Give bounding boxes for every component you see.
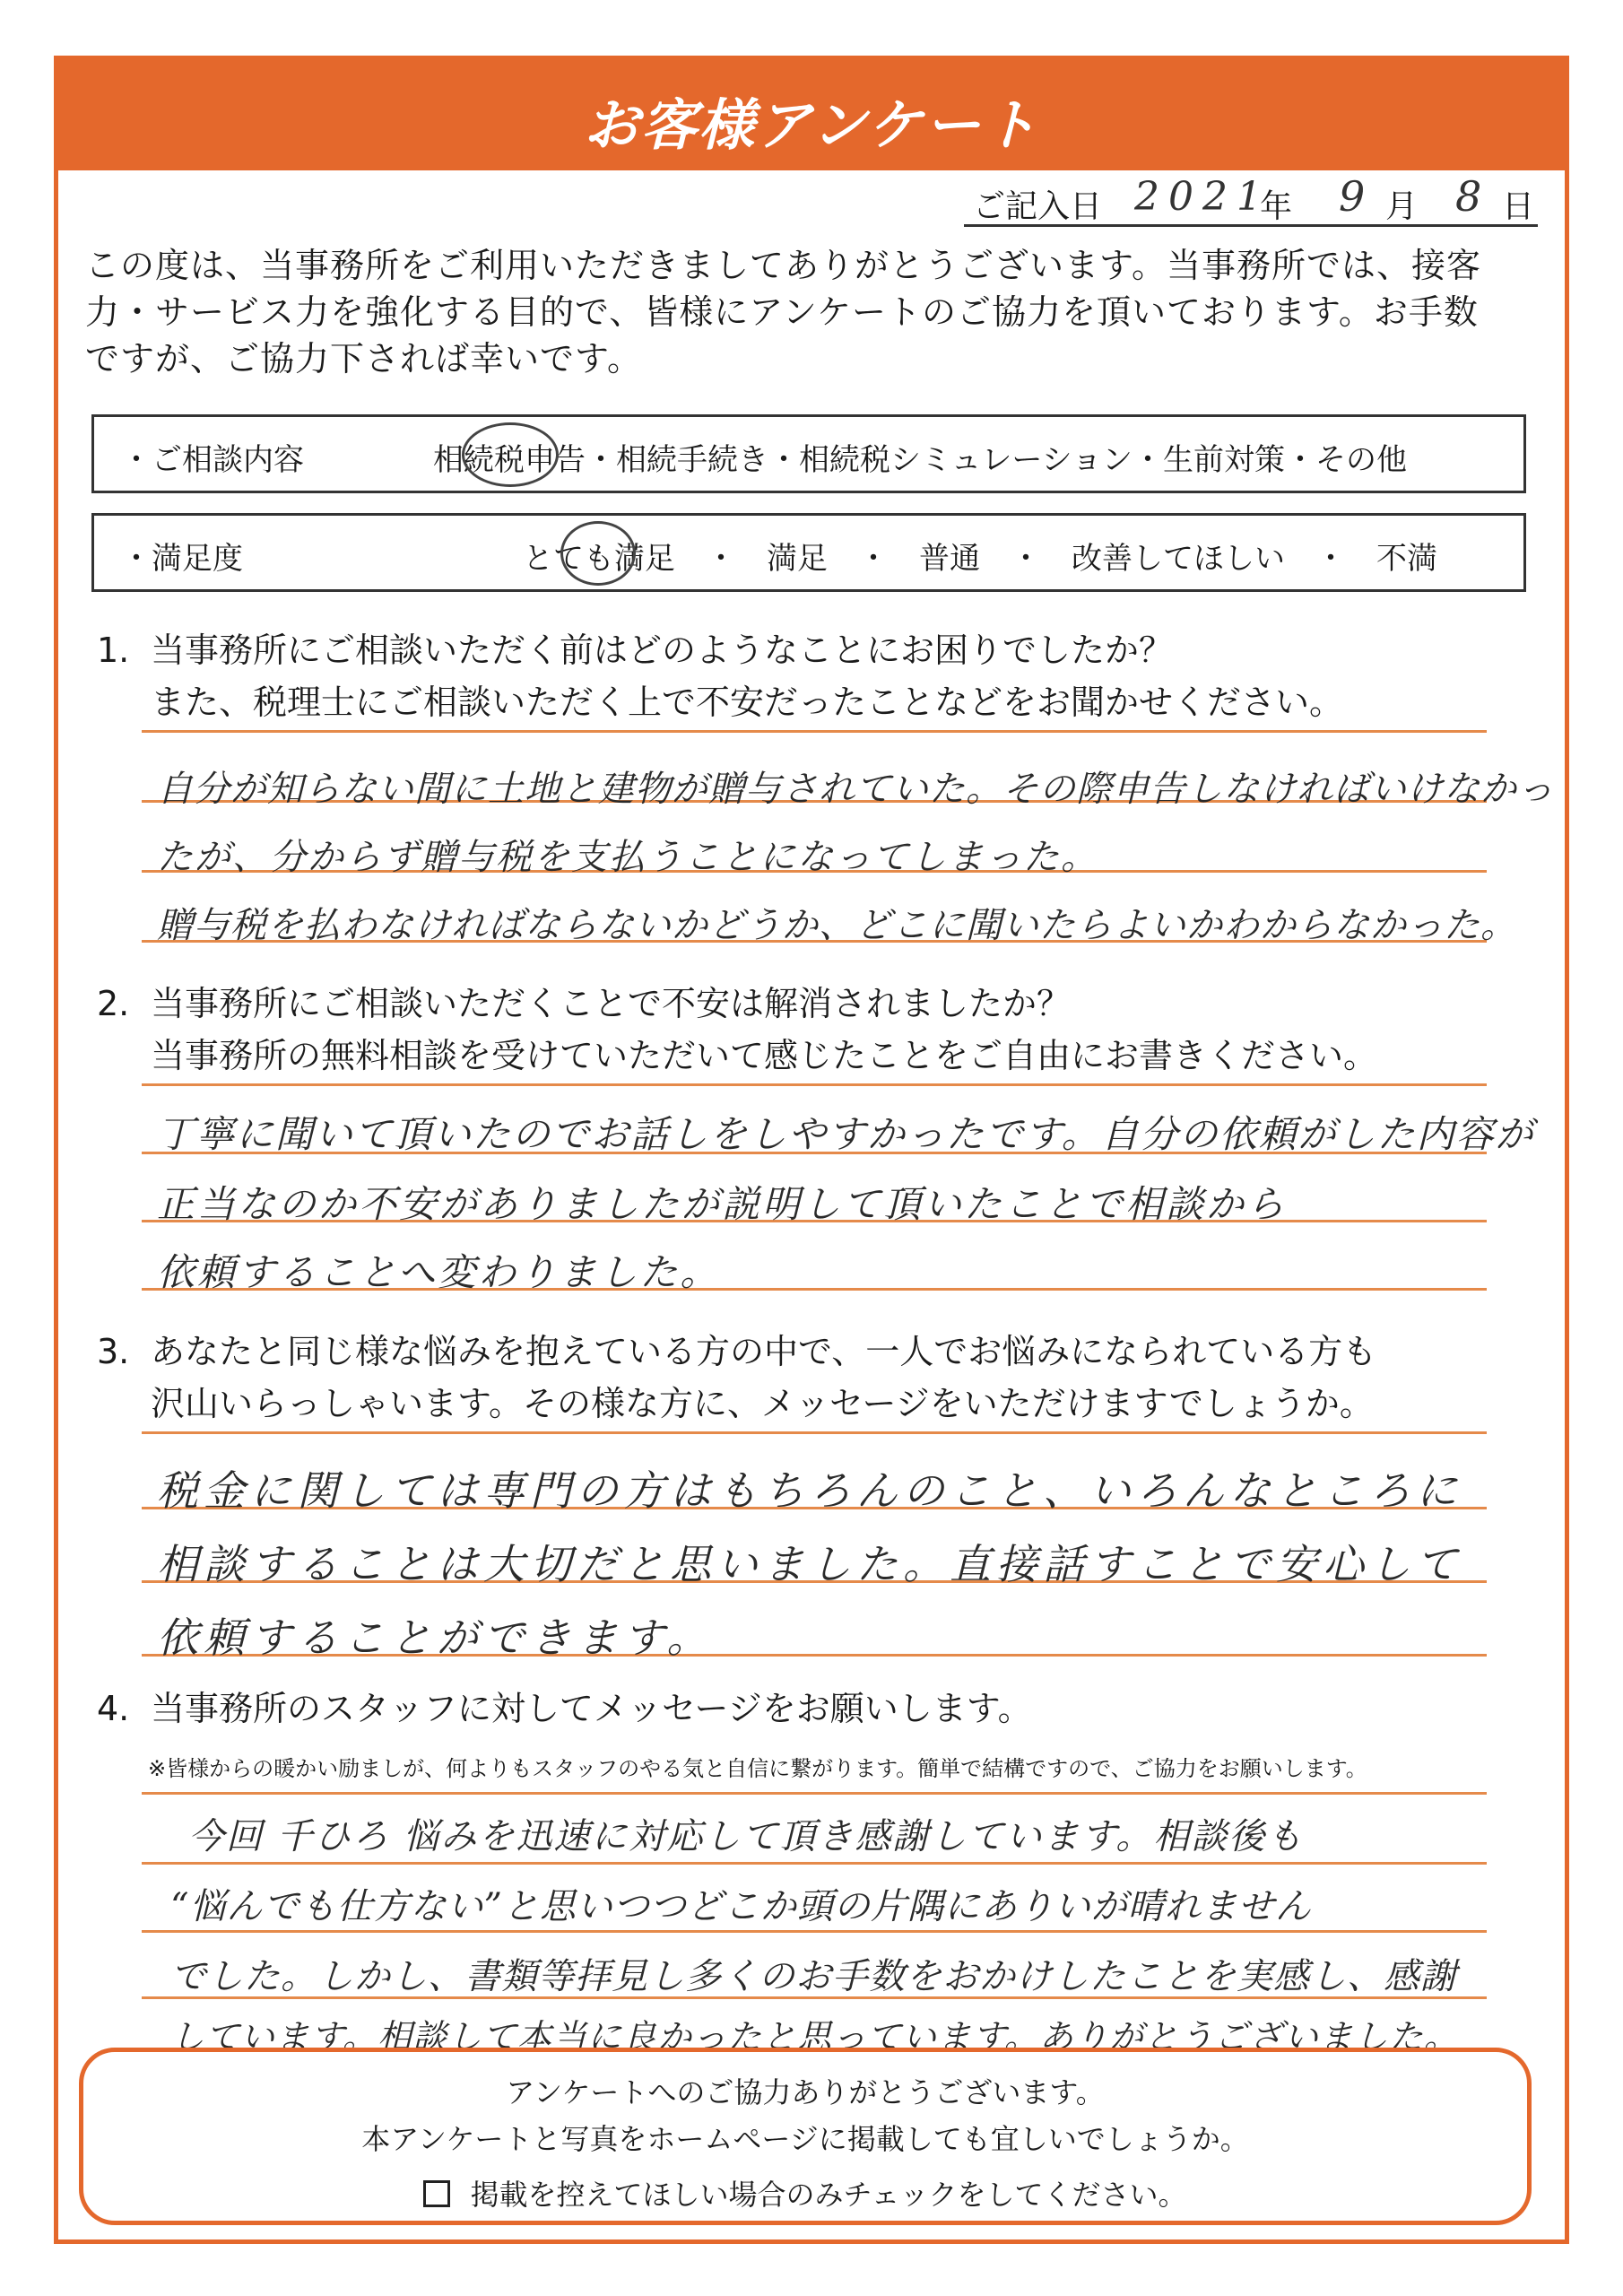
intro-line: この度は、当事務所をご利用いただきましてありがとうございます。当事務所では、接客 [85, 246, 1481, 285]
answer-line: 依頼することへ変わりました。 [157, 1250, 721, 1294]
footer-permission: 本アンケートと写真をホームページに掲載しても宜しいでしょうか。 [361, 2122, 1249, 2156]
question-text: 当事務所にご相談いただくことで不安は解消されましたか？ [151, 984, 1072, 1023]
answer-line: しています。相談して本当に良かったと思っています。ありがとうございました。 [170, 2017, 1459, 2057]
footer-thanks: アンケートへのご協力ありがとうございます。 [506, 2075, 1105, 2109]
question-text: 当事務所の無料相談を受けていただいて感じたことをご自由にお書きください。 [151, 1036, 1378, 1075]
date-month: 9 [1339, 172, 1366, 221]
consultation-label: ・ご相談内容 [121, 442, 304, 478]
answer-line: 今回 千ひろ 悩みを迅速に対応して頂き感謝しています。相談後も [188, 1816, 1305, 1857]
question-number: 4. [97, 1689, 130, 1728]
question-number: 3. [97, 1332, 130, 1371]
answer-line: 依頼することができます。 [157, 1613, 714, 1662]
intro-line: 力・サービス力を強化する目的で、皆様にアンケートのご協力を頂いております。お手数 [85, 292, 1479, 332]
answer-rule [142, 1862, 1487, 1865]
question-text: 当事務所にご相談いただく前はどのようなことにお困りでしたか？ [151, 631, 1174, 670]
date-month-unit: 月 [1385, 188, 1419, 225]
answer-line: 自分が知らない間に土地と建物が贈与されていた。その際申告しなければいけなかっ [157, 769, 1554, 810]
answer-rule [142, 1083, 1487, 1086]
footer-box [79, 2048, 1532, 2225]
answer-line: 正当なのか不安がありましたが説明して頂いたことで相談から [157, 1182, 1288, 1226]
question-text: また、税理士にご相談いただく上で不安だったことなどをお聞かせください。 [151, 683, 1344, 722]
satisfaction-options[interactable]: とても満足 ・ 満足 ・ 普通 ・ 改善してほしい ・ 不満 [523, 541, 1437, 577]
answer-line: 贈与税を払わなければならないかどうか、どこに聞いたらよいかわからなかった。 [157, 905, 1517, 946]
answer-rule [142, 1930, 1487, 1933]
consultation-options[interactable]: 相続税申告・相続手続き・相続税シミュレーション・生前対策・その他 [433, 442, 1407, 478]
title-banner [54, 56, 1569, 170]
question-text: 沢山いらっしゃいます。その様な方に、メッセージをいただけますでしょうか。 [151, 1384, 1374, 1423]
answer-line: “悩んでも仕方ない”と思いつつどこか頭の片隅にありいが晴れません [170, 1886, 1312, 1927]
intro-text [85, 242, 1538, 382]
satisfaction-label: ・満足度 [121, 541, 243, 577]
question-number: 1. [97, 631, 130, 670]
date-day: 8 [1455, 172, 1482, 221]
question-number: 2. [97, 984, 130, 1023]
satisfaction-box [91, 513, 1526, 592]
answer-line: 相談することは大切だと思いました。直接話すことで安心して [157, 1540, 1462, 1588]
opt-out-checkbox[interactable] [423, 2180, 450, 2207]
question-text: あなたと同じ様な悩みを抱えている方の中で、一人でお悩みになられている方も [151, 1332, 1377, 1371]
answer-line: 税金に関しては専門の方はもちろんのこと、いろんなところに [157, 1466, 1462, 1515]
date-day-unit: 日 [1502, 188, 1535, 225]
footer-checkbox-row [83, 2172, 1527, 2213]
encouragement-note: ※皆様からの暖かい励ましが、何よりもスタッフのやる気と自信に繋がります。簡単で結構ですので、ご協力をお願いします。 [148, 1756, 1367, 1781]
answer-rule [142, 1792, 1487, 1795]
selection-circle [560, 521, 636, 586]
answer-line: 丁寧に聞いて頂いたのでお話しをしやすかったです。自分の依頼がした内容が [157, 1112, 1535, 1156]
date-year-unit: 年 [1260, 188, 1293, 225]
answer-line: たが、分からず贈与税を支払うことになってしまった。 [157, 837, 1098, 878]
selection-circle [462, 422, 559, 487]
answer-rule [142, 1431, 1487, 1434]
date-label: ご記入日 [973, 188, 1103, 225]
date-field [964, 172, 1538, 227]
answer-line: でした。しかし、書類等拝見し多くのお手数をおかけしたことを実感し、感謝 [170, 1956, 1457, 1997]
checkbox-label: 掲載を控えてほしい場合のみチェックをしてください。 [470, 2178, 1187, 2212]
consultation-box [91, 414, 1526, 493]
question-text: 当事務所のスタッフに対してメッセージをお願いします。 [151, 1689, 1032, 1728]
survey-title: お客様アンケート [583, 92, 1040, 158]
answer-rule [142, 730, 1487, 733]
intro-line: ですが、ご協力下されば幸いです。 [85, 339, 642, 378]
date-year: 2021 [1134, 174, 1271, 220]
